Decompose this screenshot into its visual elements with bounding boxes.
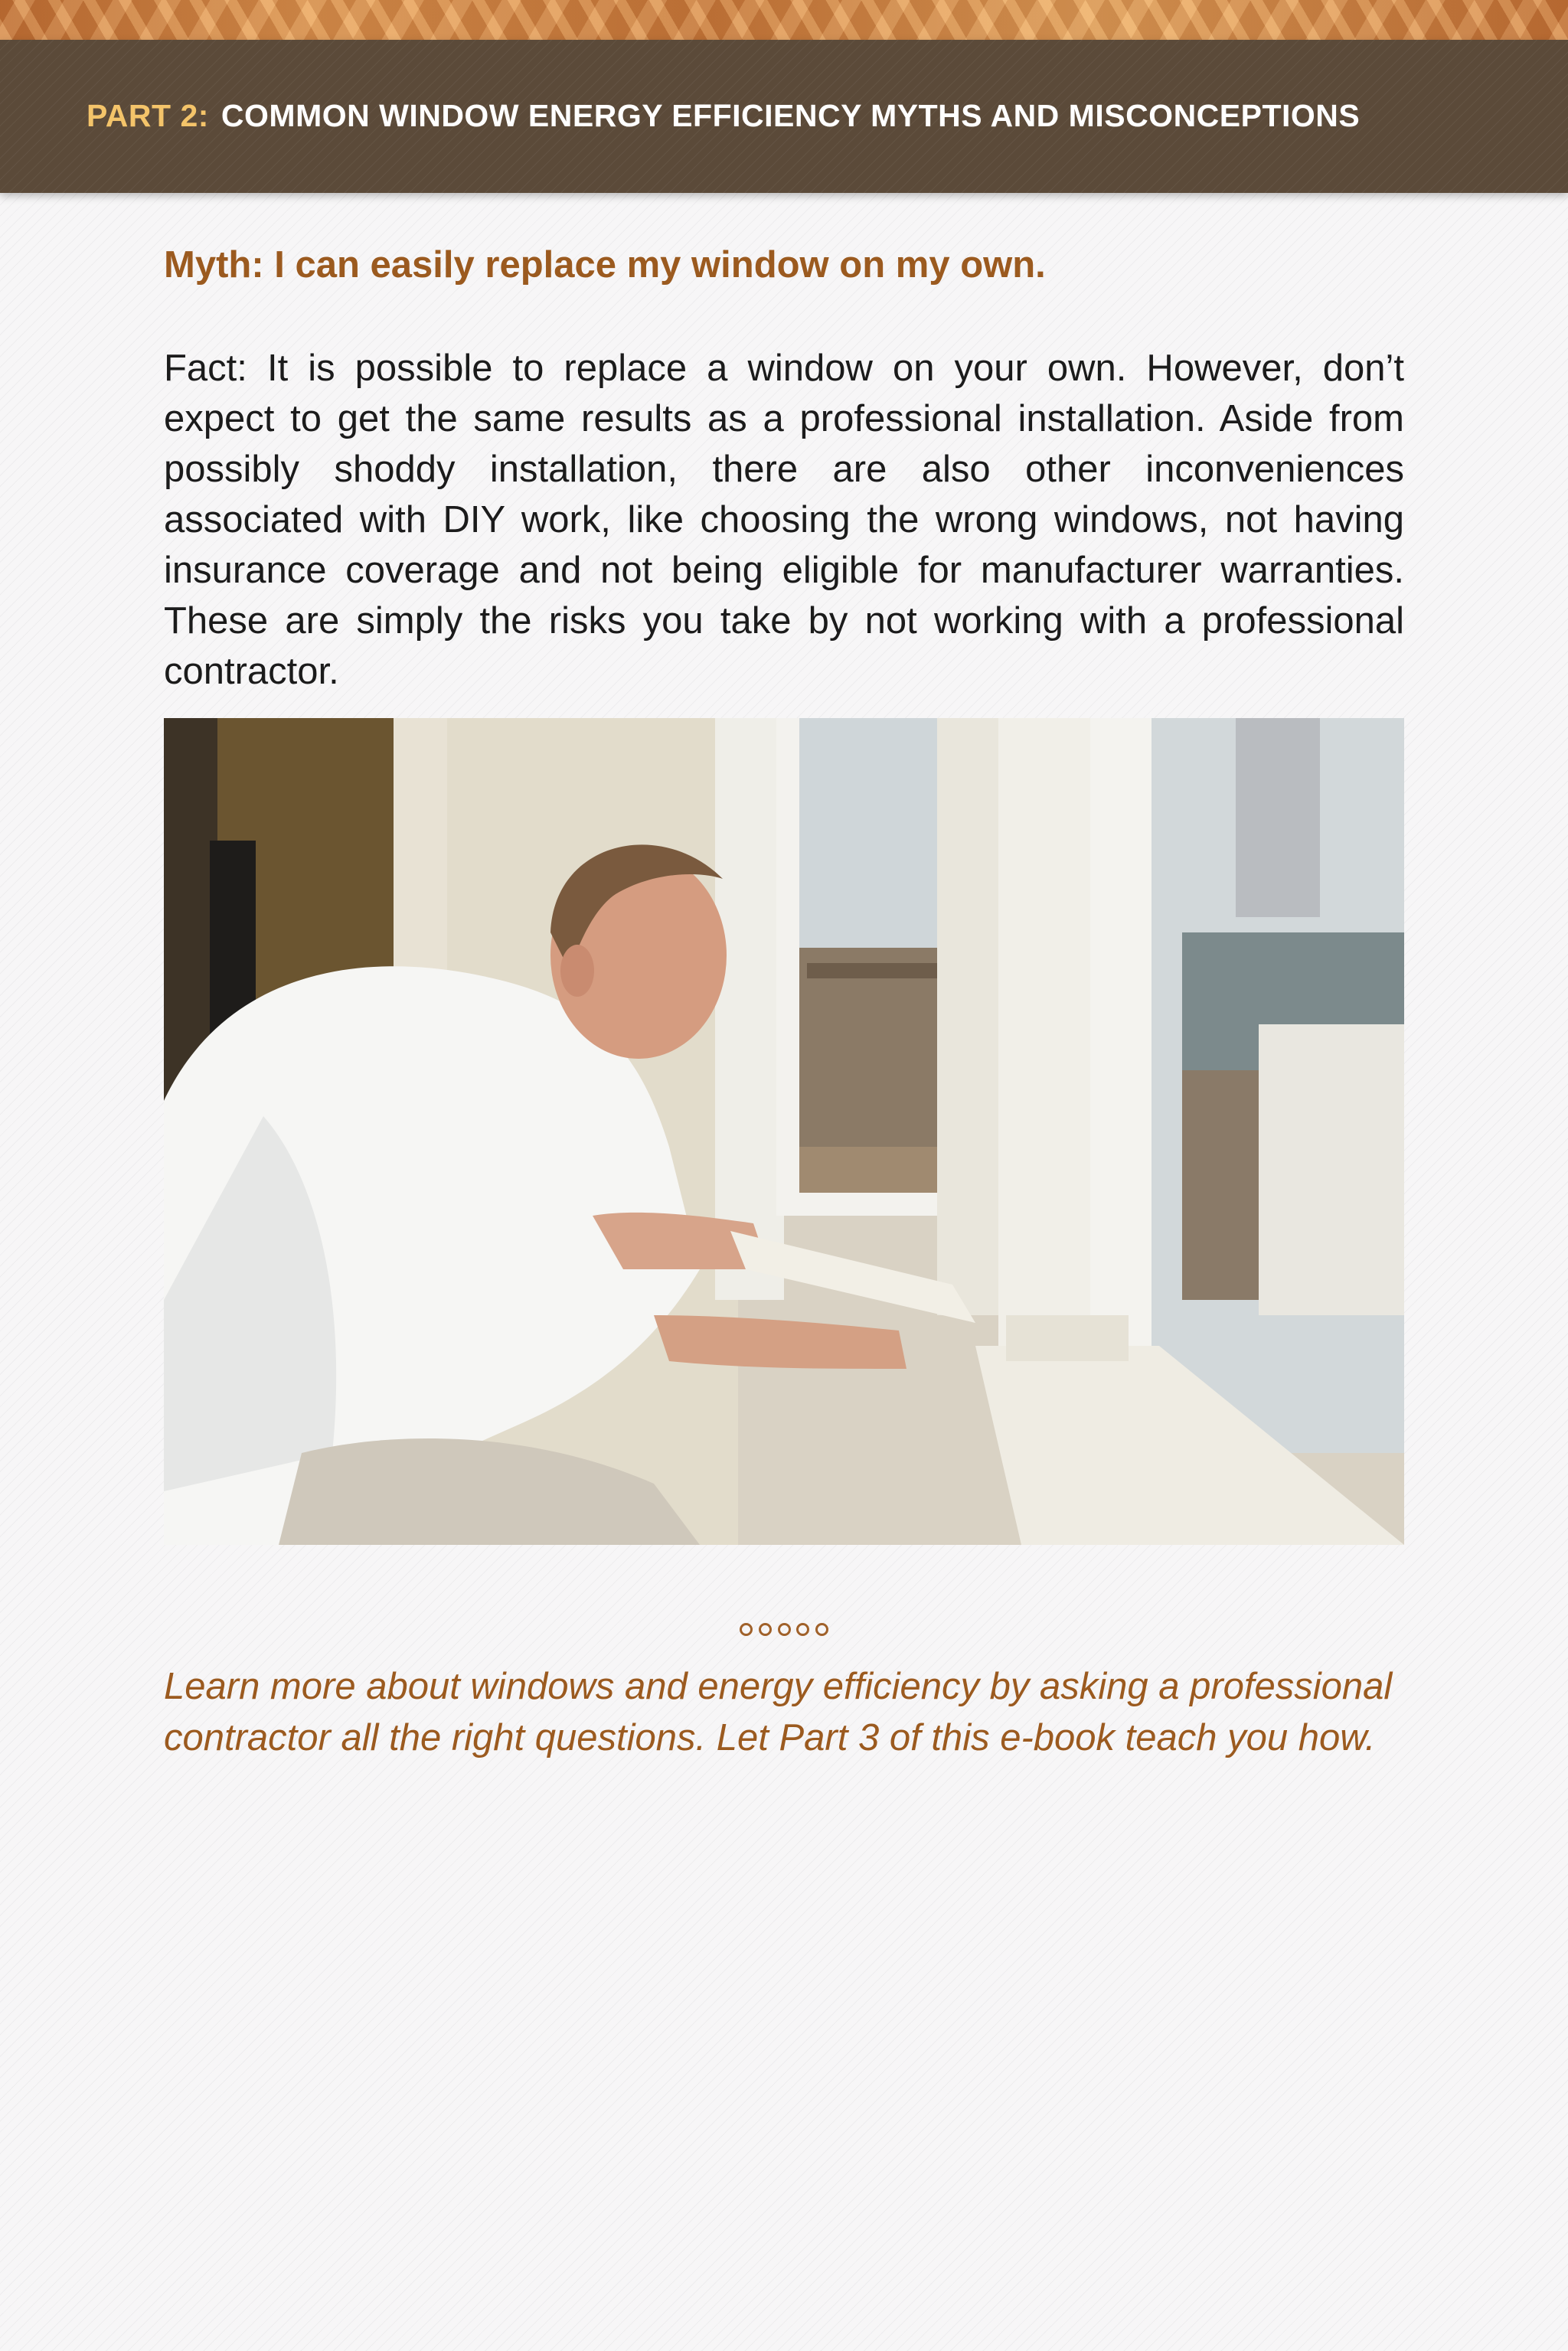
section-header: [87, 98, 1360, 134]
divider-dots: [740, 1621, 828, 1637]
divider-dot-icon: [740, 1623, 753, 1636]
divider-dot-icon: [796, 1623, 809, 1636]
divider-dot-icon: [759, 1623, 772, 1636]
closing-callout: Learn more about windows and energy efficiency by asking a professional contractor all the right questions. Let Part 3 of this e-book teach you how.: [164, 1666, 1393, 1758]
part-title: COMMON WINDOW ENERGY EFFICIENCY MYTHS AND MISCONCEPTIONS: [220, 98, 1361, 133]
part-label: PART 2:: [87, 98, 209, 133]
window-installation-photo: [164, 718, 1404, 1545]
divider-dot-icon: [778, 1623, 791, 1636]
wood-texture-strip: [0, 0, 1568, 40]
myth-heading: Myth: I can easily replace my window on my own.: [164, 244, 1046, 286]
fact-paragraph: Fact: It is possible to replace a window on your own. However, don’t expect to get the same results as a professional installation. Aside from possibly shoddy installation, there are also other inconveniences associated with DIY work, like choosing the wrong windows, not having insurance coverage and not being eligible for manufacturer warranties. These are simply the risks you take by not working with a professional contractor.: [164, 348, 1404, 692]
divider-dot-icon: [815, 1623, 828, 1636]
